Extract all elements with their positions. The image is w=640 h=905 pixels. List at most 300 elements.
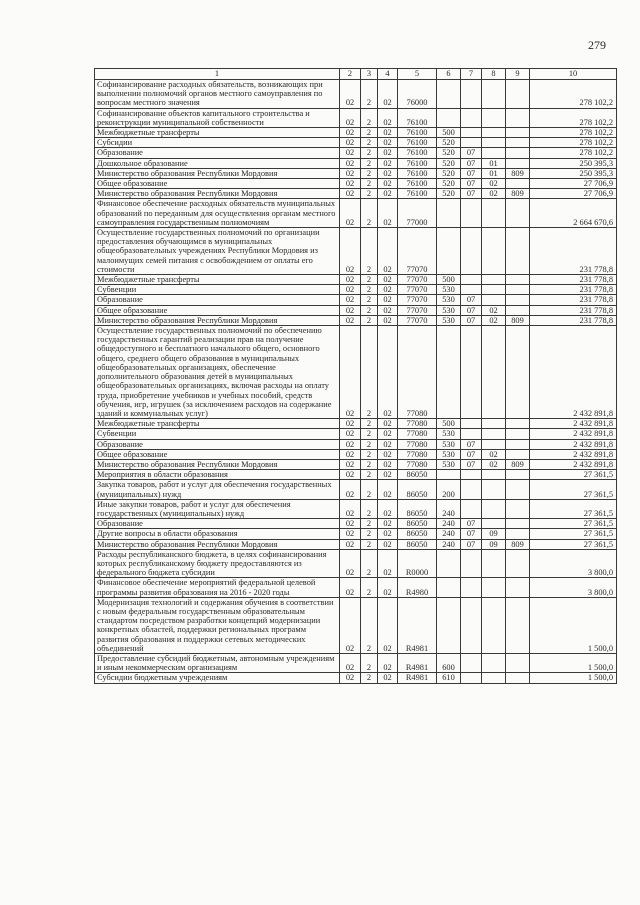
amount: 27 361,5 [530, 480, 617, 499]
code-5: 77080 [398, 326, 437, 419]
code-3: 2 [361, 653, 378, 672]
code-8: 09 [482, 529, 506, 539]
table-row [95, 168, 617, 178]
code-9 [506, 578, 530, 597]
code-5: 77080 [398, 459, 437, 469]
code-4: 02 [378, 653, 398, 672]
code-2: 02 [340, 549, 361, 578]
table-row [95, 295, 617, 305]
code-3: 2 [361, 158, 378, 168]
amount: 27 706,9 [530, 179, 617, 189]
code-4: 02 [378, 480, 398, 499]
code-6 [437, 228, 461, 275]
row-name: Другие вопросы в области образования [95, 529, 340, 539]
code-9: 809 [506, 539, 530, 549]
code-5: 76100 [398, 168, 437, 178]
code-2: 02 [340, 578, 361, 597]
code-3: 2 [361, 305, 378, 315]
code-3: 2 [361, 80, 378, 109]
code-6: 600 [437, 653, 461, 672]
code-8 [482, 419, 506, 429]
code-7: 07 [461, 439, 482, 449]
code-8 [482, 429, 506, 439]
code-8 [482, 275, 506, 285]
table-row [95, 158, 617, 168]
code-4: 02 [378, 275, 398, 285]
row-name: Расходы республиканского бюджета, в целях софинансирования которых республиканскому бюджету предоставляются из федерального бюджета субсидии [95, 549, 340, 578]
table-row [95, 189, 617, 199]
code-7: 07 [461, 305, 482, 315]
code-4: 02 [378, 529, 398, 539]
amount: 2 432 891,8 [530, 449, 617, 459]
header-cell: 8 [482, 69, 506, 80]
table-header [95, 69, 617, 80]
code-4: 02 [378, 128, 398, 138]
amount: 250 395,3 [530, 158, 617, 168]
code-6 [437, 597, 461, 653]
amount: 3 800,0 [530, 578, 617, 597]
code-3: 2 [361, 108, 378, 127]
code-2: 02 [340, 459, 361, 469]
code-7: 07 [461, 315, 482, 325]
amount: 2 432 891,8 [530, 439, 617, 449]
code-7: 07 [461, 459, 482, 469]
row-name: Субвенции [95, 285, 340, 295]
table-row [95, 108, 617, 127]
code-9 [506, 275, 530, 285]
code-2: 02 [340, 470, 361, 480]
code-3: 2 [361, 539, 378, 549]
code-9 [506, 673, 530, 683]
table-row [95, 305, 617, 315]
amount: 27 361,5 [530, 539, 617, 549]
code-6: 530 [437, 449, 461, 459]
code-9 [506, 148, 530, 158]
code-4: 02 [378, 449, 398, 459]
code-3: 2 [361, 549, 378, 578]
code-7 [461, 653, 482, 672]
code-7: 07 [461, 519, 482, 529]
code-2: 02 [340, 108, 361, 127]
code-3: 2 [361, 138, 378, 148]
code-6: 200 [437, 480, 461, 499]
code-7: 07 [461, 295, 482, 305]
header-cell: 6 [437, 69, 461, 80]
code-3: 2 [361, 597, 378, 653]
code-5: 77070 [398, 275, 437, 285]
code-5: 77070 [398, 228, 437, 275]
code-7: 07 [461, 539, 482, 549]
code-9 [506, 429, 530, 439]
row-name: Осуществление государственных полномочий по обеспечению государственных гарантий реализации прав на получение общедоступного и бесплатного начального общего, основного общего, среднего общего образования в муниципальных общеобразовательных организациях, обеспечение дополнительного образования детей в муниципальных общеобразовательных организациях, включая расходы на оплату труда, приобретение учебников и учебных пособий, средств обучения, игр, игрушек (за исключением расходов на содержание зданий и коммунальных услуг) [95, 326, 340, 419]
code-7 [461, 128, 482, 138]
code-7 [461, 673, 482, 683]
code-2: 02 [340, 597, 361, 653]
code-8 [482, 128, 506, 138]
amount: 3 800,0 [530, 549, 617, 578]
code-5: 77070 [398, 315, 437, 325]
code-7 [461, 199, 482, 228]
code-8: 02 [482, 459, 506, 469]
code-4: 02 [378, 459, 398, 469]
row-name: Осуществление государственных полномочий по организации предоставления обучающимся в муниципальных общеобразовательных учреждениях Республики Мордовия из малоимущих семей питания с освобождением от оплаты его стоимости [95, 228, 340, 275]
code-8: 09 [482, 539, 506, 549]
code-4: 02 [378, 108, 398, 127]
code-7 [461, 326, 482, 419]
row-name: Предоставление субсидий бюджетным, автономным учреждениям и иным некоммерческим организациям [95, 653, 340, 672]
code-5: 77080 [398, 439, 437, 449]
code-8 [482, 597, 506, 653]
table-row [95, 459, 617, 469]
code-6: 610 [437, 673, 461, 683]
code-5: 86050 [398, 539, 437, 549]
code-6 [437, 578, 461, 597]
code-7: 07 [461, 529, 482, 539]
code-7 [461, 578, 482, 597]
table-body [95, 80, 617, 684]
table-row [95, 148, 617, 158]
code-6 [437, 470, 461, 480]
amount: 231 778,8 [530, 295, 617, 305]
code-7: 07 [461, 158, 482, 168]
code-6: 240 [437, 499, 461, 518]
code-9 [506, 419, 530, 429]
code-9 [506, 295, 530, 305]
code-7 [461, 138, 482, 148]
code-6: 530 [437, 459, 461, 469]
header-cell: 5 [398, 69, 437, 80]
code-2: 02 [340, 148, 361, 158]
code-9 [506, 108, 530, 127]
code-7 [461, 228, 482, 275]
code-6: 530 [437, 285, 461, 295]
code-5: 77070 [398, 305, 437, 315]
table-row [95, 199, 617, 228]
code-5: 76100 [398, 108, 437, 127]
code-7 [461, 419, 482, 429]
code-9 [506, 199, 530, 228]
code-5: 76100 [398, 138, 437, 148]
code-3: 2 [361, 189, 378, 199]
code-8: 02 [482, 189, 506, 199]
code-3: 2 [361, 128, 378, 138]
code-8: 01 [482, 158, 506, 168]
amount: 231 778,8 [530, 275, 617, 285]
code-7 [461, 80, 482, 109]
code-5: 76100 [398, 148, 437, 158]
code-5: 77070 [398, 285, 437, 295]
code-5: 76100 [398, 189, 437, 199]
code-2: 02 [340, 673, 361, 683]
row-name: Общее образование [95, 179, 340, 189]
code-7 [461, 470, 482, 480]
amount: 1 500,0 [530, 673, 617, 683]
code-8 [482, 653, 506, 672]
code-6: 530 [437, 315, 461, 325]
code-3: 2 [361, 295, 378, 305]
code-3: 2 [361, 429, 378, 439]
code-2: 02 [340, 653, 361, 672]
code-7 [461, 275, 482, 285]
amount: 2 432 891,8 [530, 326, 617, 419]
code-2: 02 [340, 80, 361, 109]
code-8 [482, 519, 506, 529]
code-2: 02 [340, 158, 361, 168]
code-2: 02 [340, 449, 361, 459]
code-6: 240 [437, 519, 461, 529]
code-6 [437, 108, 461, 127]
header-cell: 7 [461, 69, 482, 80]
code-8 [482, 480, 506, 499]
code-7: 07 [461, 189, 482, 199]
amount: 27 361,5 [530, 529, 617, 539]
table-row [95, 439, 617, 449]
code-5: 77080 [398, 449, 437, 459]
code-6: 520 [437, 179, 461, 189]
code-9 [506, 653, 530, 672]
amount: 27 706,9 [530, 189, 617, 199]
code-3: 2 [361, 673, 378, 683]
table-row [95, 578, 617, 597]
code-5: 86050 [398, 529, 437, 539]
amount: 27 361,5 [530, 499, 617, 518]
code-6: 530 [437, 305, 461, 315]
row-name: Общее образование [95, 449, 340, 459]
code-8 [482, 549, 506, 578]
code-6: 500 [437, 275, 461, 285]
code-2: 02 [340, 285, 361, 295]
code-5: 76100 [398, 128, 437, 138]
code-4: 02 [378, 549, 398, 578]
amount: 278 102,2 [530, 80, 617, 109]
code-7 [461, 597, 482, 653]
code-8 [482, 148, 506, 158]
code-2: 02 [340, 439, 361, 449]
code-8: 02 [482, 449, 506, 459]
code-9 [506, 158, 530, 168]
code-9: 809 [506, 168, 530, 178]
code-4: 02 [378, 470, 398, 480]
table-row [95, 597, 617, 653]
code-4: 02 [378, 189, 398, 199]
code-9 [506, 529, 530, 539]
code-2: 02 [340, 419, 361, 429]
code-6: 520 [437, 158, 461, 168]
code-9 [506, 138, 530, 148]
row-name: Субсидии бюджетным учреждениям [95, 673, 340, 683]
code-5: R4981 [398, 653, 437, 672]
code-2: 02 [340, 519, 361, 529]
row-name: Образование [95, 439, 340, 449]
code-8 [482, 578, 506, 597]
code-8 [482, 228, 506, 275]
amount: 231 778,8 [530, 285, 617, 295]
code-4: 02 [378, 285, 398, 295]
code-4: 02 [378, 326, 398, 419]
code-6: 520 [437, 138, 461, 148]
row-name: Межбюджетные трансферты [95, 275, 340, 285]
code-2: 02 [340, 128, 361, 138]
amount: 27 361,5 [530, 470, 617, 480]
code-3: 2 [361, 199, 378, 228]
code-6: 240 [437, 529, 461, 539]
code-2: 02 [340, 305, 361, 315]
code-8 [482, 439, 506, 449]
code-4: 02 [378, 148, 398, 158]
code-4: 02 [378, 419, 398, 429]
code-9 [506, 128, 530, 138]
code-9 [506, 326, 530, 419]
header-cell: 10 [530, 69, 617, 80]
code-5: 76100 [398, 179, 437, 189]
code-6: 530 [437, 295, 461, 305]
code-6: 520 [437, 189, 461, 199]
row-name: Дошкольное образование [95, 158, 340, 168]
row-name: Общее образование [95, 305, 340, 315]
header-cell: 4 [378, 69, 398, 80]
code-5: 77080 [398, 429, 437, 439]
code-3: 2 [361, 519, 378, 529]
table-row [95, 285, 617, 295]
row-name: Образование [95, 295, 340, 305]
code-5: 86050 [398, 480, 437, 499]
code-2: 02 [340, 275, 361, 285]
code-3: 2 [361, 419, 378, 429]
page-number: 279 [588, 38, 606, 52]
code-8 [482, 295, 506, 305]
header-cell: 2 [340, 69, 361, 80]
code-2: 02 [340, 295, 361, 305]
code-8 [482, 108, 506, 127]
code-6: 530 [437, 429, 461, 439]
code-2: 02 [340, 499, 361, 518]
row-name: Закупка товаров, работ и услуг для обеспечения государственных (муниципальных) нужд [95, 480, 340, 499]
table-row [95, 470, 617, 480]
code-2: 02 [340, 189, 361, 199]
amount: 250 395,3 [530, 168, 617, 178]
code-4: 02 [378, 439, 398, 449]
code-5: 77080 [398, 419, 437, 429]
code-6 [437, 199, 461, 228]
amount: 278 102,2 [530, 138, 617, 148]
table-row [95, 449, 617, 459]
code-3: 2 [361, 439, 378, 449]
code-7 [461, 285, 482, 295]
table-row [95, 419, 617, 429]
table-row [95, 529, 617, 539]
code-2: 02 [340, 168, 361, 178]
code-8 [482, 138, 506, 148]
table-row [95, 653, 617, 672]
code-2: 02 [340, 529, 361, 539]
row-name: Софинансирование объектов капитального строительства и реконструкции муниципальной собственности [95, 108, 340, 127]
code-2: 02 [340, 138, 361, 148]
table-row [95, 80, 617, 109]
code-9 [506, 597, 530, 653]
code-9 [506, 305, 530, 315]
code-7 [461, 480, 482, 499]
code-9 [506, 285, 530, 295]
code-3: 2 [361, 285, 378, 295]
code-9 [506, 228, 530, 275]
code-8 [482, 80, 506, 109]
code-8: 02 [482, 315, 506, 325]
row-name: Межбюджетные трансферты [95, 419, 340, 429]
code-8 [482, 285, 506, 295]
code-8 [482, 326, 506, 419]
code-9 [506, 499, 530, 518]
amount: 278 102,2 [530, 108, 617, 127]
code-6: 240 [437, 539, 461, 549]
code-6: 500 [437, 128, 461, 138]
row-name: Софинансирование расходных обязательств, возникающих при выполнении полномочий органов местного самоуправления по вопросам местного значения [95, 80, 340, 109]
code-3: 2 [361, 228, 378, 275]
code-4: 02 [378, 295, 398, 305]
code-6: 520 [437, 168, 461, 178]
row-name: Министерство образования Республики Мордовия [95, 459, 340, 469]
code-5: 77070 [398, 295, 437, 305]
code-7: 07 [461, 148, 482, 158]
code-9: 809 [506, 459, 530, 469]
code-9 [506, 480, 530, 499]
code-2: 02 [340, 199, 361, 228]
code-6 [437, 326, 461, 419]
amount: 2 432 891,8 [530, 459, 617, 469]
row-name: Финансовое обеспечение расходных обязательств муниципальных образований по переданным для осуществления органам местного самоуправления государственным полномочиям [95, 199, 340, 228]
code-4: 02 [378, 429, 398, 439]
code-4: 02 [378, 499, 398, 518]
row-name: Мероприятия в области образования [95, 470, 340, 480]
amount: 278 102,2 [530, 148, 617, 158]
code-2: 02 [340, 429, 361, 439]
code-3: 2 [361, 326, 378, 419]
amount: 27 361,5 [530, 519, 617, 529]
table-row [95, 138, 617, 148]
amount: 2 664 670,6 [530, 199, 617, 228]
header-cell: 1 [95, 69, 340, 80]
code-7: 07 [461, 179, 482, 189]
code-3: 2 [361, 499, 378, 518]
amount: 2 432 891,8 [530, 419, 617, 429]
code-4: 02 [378, 305, 398, 315]
code-2: 02 [340, 326, 361, 419]
table-row [95, 429, 617, 439]
code-6: 520 [437, 148, 461, 158]
code-2: 02 [340, 179, 361, 189]
amount: 2 432 891,8 [530, 429, 617, 439]
code-9 [506, 470, 530, 480]
table-row [95, 179, 617, 189]
header-cell: 9 [506, 69, 530, 80]
code-4: 02 [378, 80, 398, 109]
code-8 [482, 199, 506, 228]
code-3: 2 [361, 148, 378, 158]
code-4: 02 [378, 168, 398, 178]
table-row [95, 326, 617, 419]
budget-table [94, 68, 617, 684]
code-5: 86050 [398, 499, 437, 518]
code-3: 2 [361, 315, 378, 325]
code-5: 77000 [398, 199, 437, 228]
code-5: 86050 [398, 470, 437, 480]
code-4: 02 [378, 138, 398, 148]
code-6: 500 [437, 419, 461, 429]
row-name: Субвенции [95, 429, 340, 439]
code-3: 2 [361, 275, 378, 285]
code-5: R4981 [398, 673, 437, 683]
code-3: 2 [361, 480, 378, 499]
code-7 [461, 108, 482, 127]
